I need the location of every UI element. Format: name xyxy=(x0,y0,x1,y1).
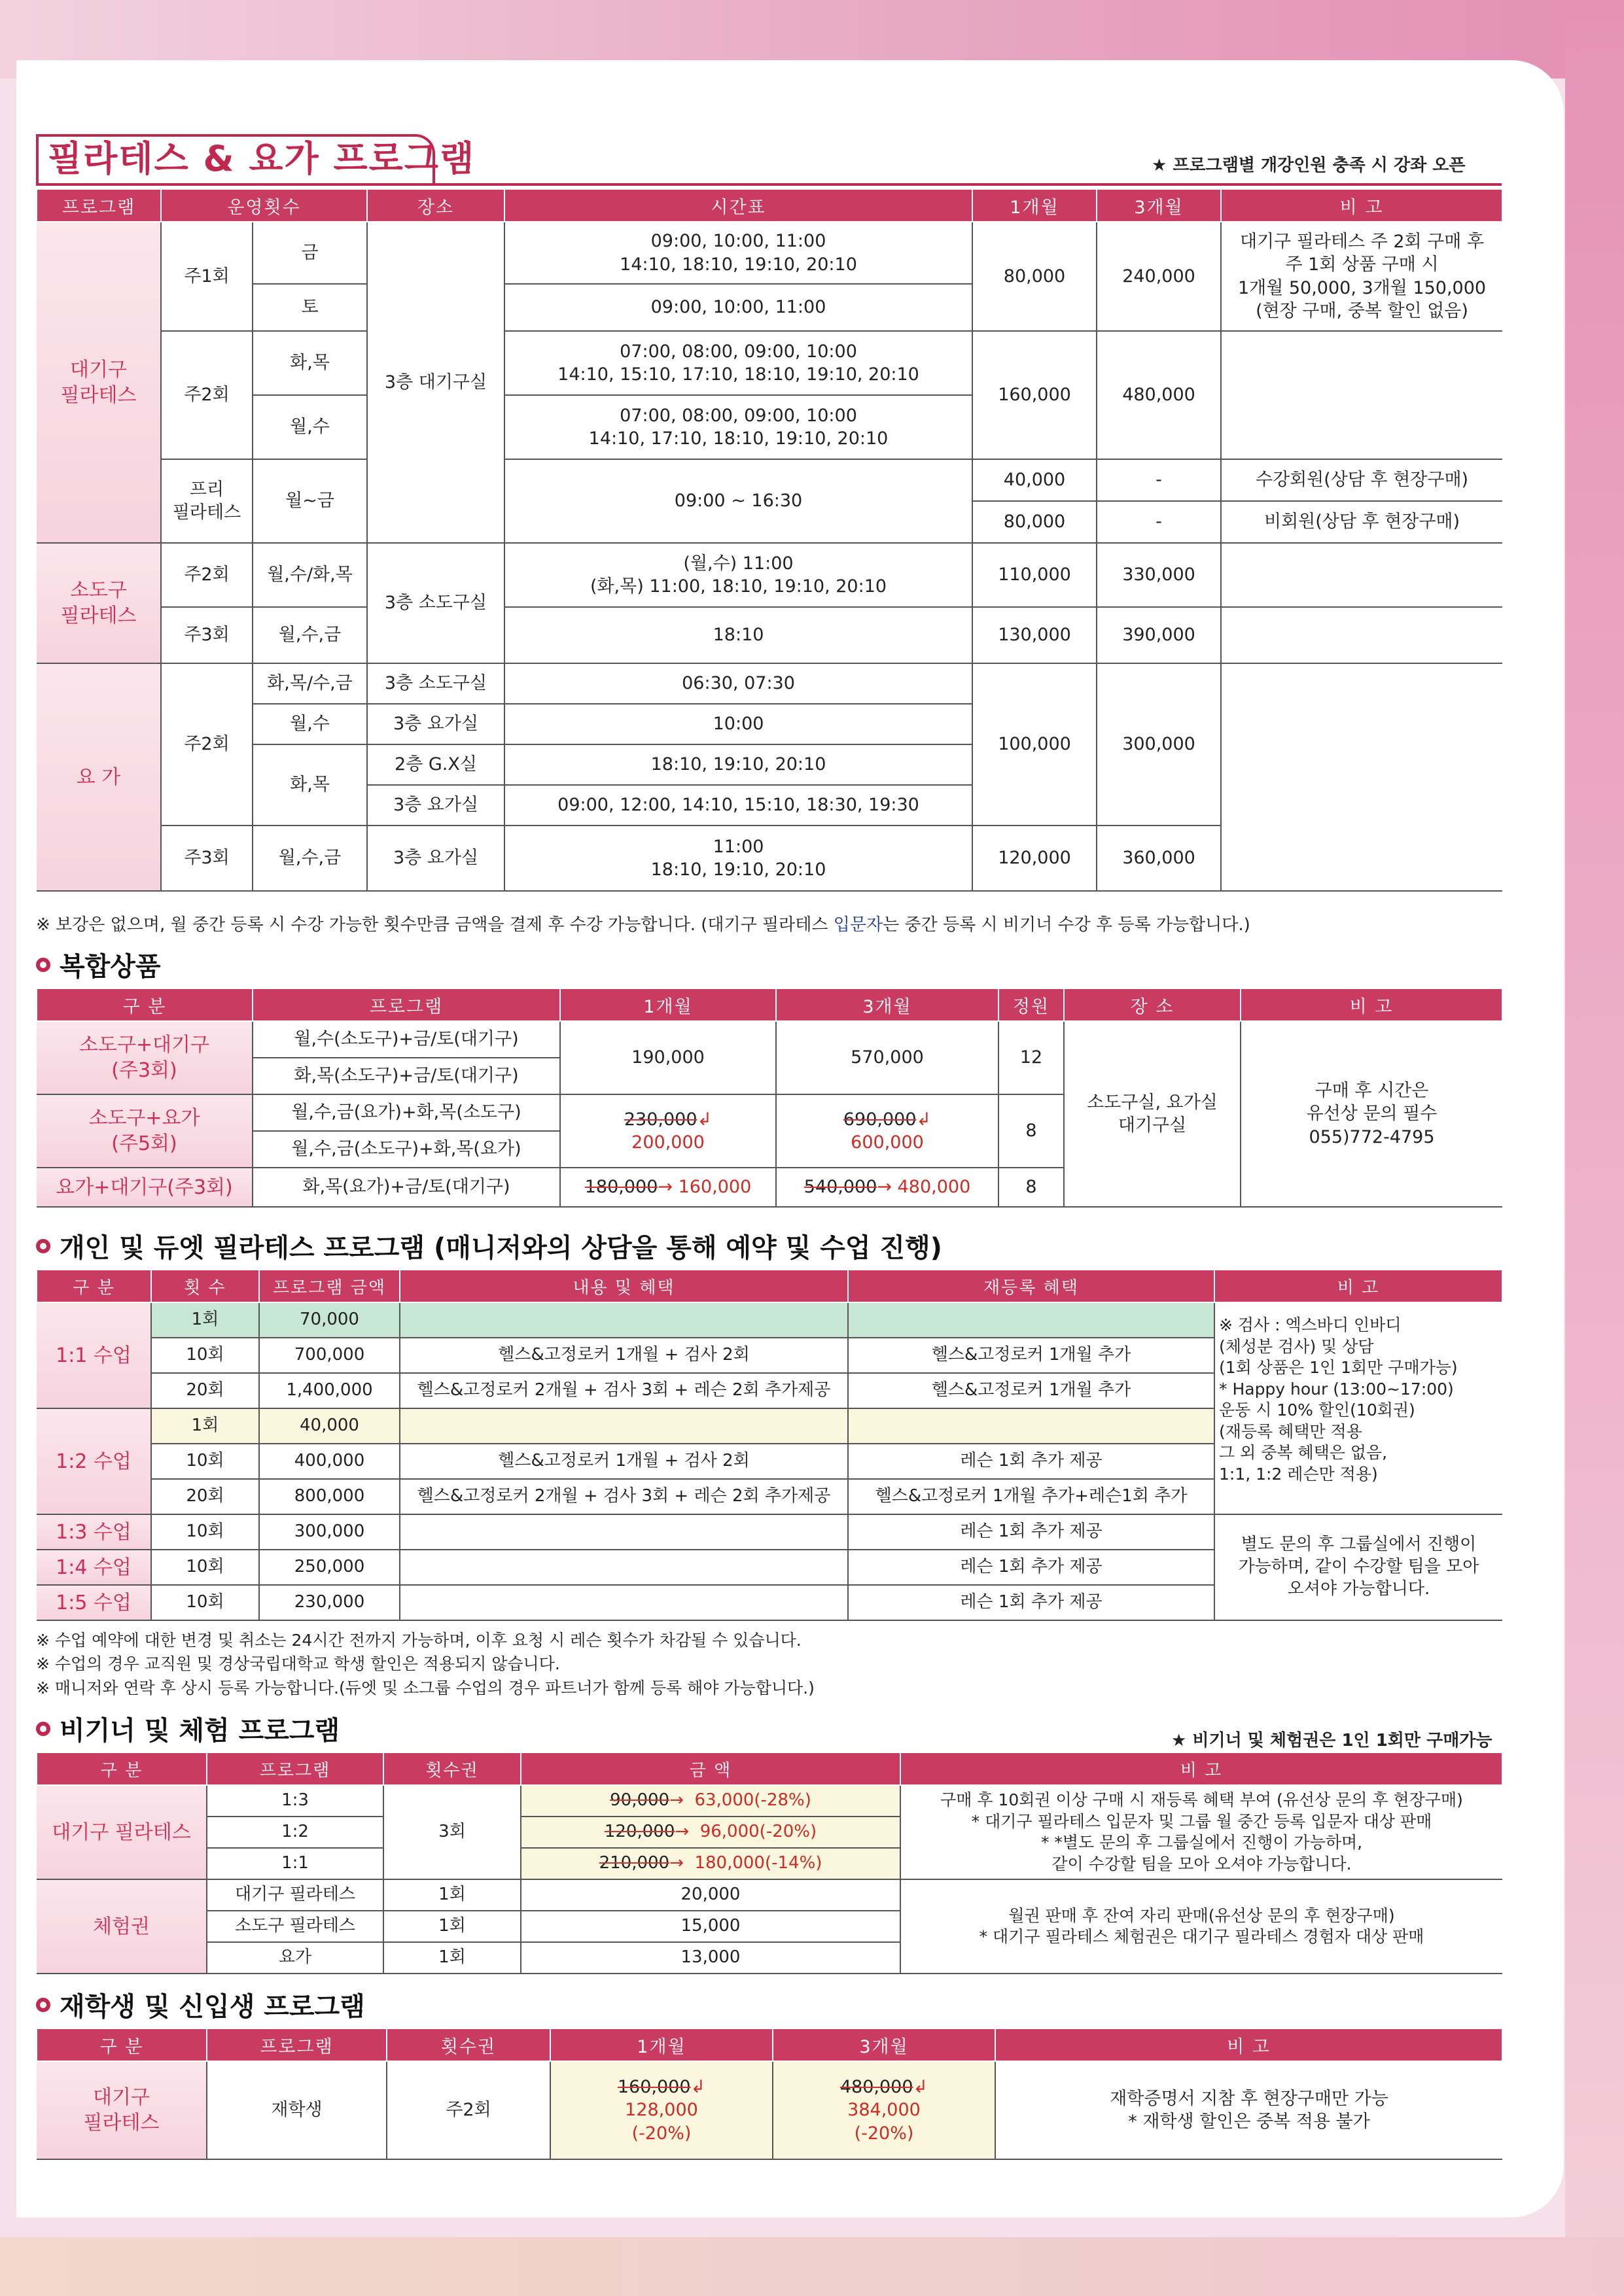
private-price: 400,000 xyxy=(259,1444,400,1479)
new-price: 128,000 xyxy=(625,2100,698,2121)
trial-count: 1회 xyxy=(383,1911,521,1942)
schedule-fri: 09:00, 10:00, 11:00 14:10, 18:10, 19:10, 20:10 xyxy=(504,222,972,284)
private-benefit: 헬스&고정로커 2개월 + 검사 3회 + 레슨 2회 추가제공 xyxy=(400,1373,848,1408)
price-free-member-3m: - xyxy=(1097,459,1221,501)
freq-yoga-w2: 주2회 xyxy=(161,663,253,826)
combo-cap-1: 12 xyxy=(998,1021,1064,1094)
note-free-nonmember: 비회원(상담 후 현장구매) xyxy=(1221,501,1502,543)
days-yoga-r1: 화,목/수,금 xyxy=(253,663,367,704)
price-yoga-w3-3m: 360,000 xyxy=(1097,826,1221,891)
old-price: 480,000 xyxy=(839,2077,913,2098)
private-rereg: 레슨 1회 추가 제공 xyxy=(848,1444,1214,1479)
trial-prog: 소도구 필라테스 xyxy=(207,1911,383,1942)
price-sodogu-w3-1m: 130,000 xyxy=(972,607,1097,663)
private-rereg: 헬스&고정로커 1개월 추가 xyxy=(848,1373,1214,1408)
combo-cap-2: 8 xyxy=(998,1094,1064,1168)
freq-yoga-w3: 주3회 xyxy=(161,826,253,891)
combo-table xyxy=(36,988,1502,1208)
col-header-frequency: 운영횟수 xyxy=(161,189,367,222)
stu-price-3m xyxy=(773,2061,995,2159)
combo-note: 구매 후 시간은 유선상 문의 필수 055)772-4795 xyxy=(1241,1021,1502,1207)
arrow-icon: → xyxy=(669,1853,684,1873)
beg-price xyxy=(521,1817,900,1848)
section-combo-heading xyxy=(36,946,161,983)
old-price: 210,000 xyxy=(599,1853,670,1873)
note-free-member: 수강회원(상담 후 현장구매) xyxy=(1221,459,1502,501)
combo-prog-1b: 화,목(소도구)+금/토(대기구) xyxy=(253,1058,560,1094)
beg-h-category: 구 분 xyxy=(37,1752,207,1785)
private-note-line: ※ 수업 예약에 대한 변경 및 취소는 24시간 전까지 가능하며, 이후 요청 시 레슨 횟수가 차감될 수 있습니다. xyxy=(36,1631,802,1650)
private-rereg: 헬스&고정로커 1개월 추가+레슨1회 추가 xyxy=(848,1479,1214,1514)
private-h-category: 구 분 xyxy=(37,1270,151,1302)
private-h-count: 횟 수 xyxy=(151,1270,259,1302)
private-h-benefit: 내용 및 혜택 xyxy=(400,1270,848,1302)
category-sodogu: 소도구 필라테스 xyxy=(37,543,161,663)
combo-h-3month: 3개월 xyxy=(776,988,998,1021)
private-benefit: 헬스&고정로커 2개월 + 검사 3회 + 레슨 2회 추가제공 xyxy=(400,1479,848,1514)
price-free-nonmember-3m: - xyxy=(1097,501,1221,543)
private-notes xyxy=(36,1629,815,1700)
stu-h-count: 횟수권 xyxy=(387,2028,550,2061)
stu-price-1m xyxy=(550,2061,773,2159)
schedule-free: 09:00 ~ 16:30 xyxy=(504,459,972,543)
title-tab-frame xyxy=(36,134,435,185)
price-w2-3m: 480,000 xyxy=(1097,331,1221,459)
beg-prog: 1:3 xyxy=(207,1785,383,1817)
private-count: 10회 xyxy=(151,1550,259,1585)
private-note-line: ※ 매니저와 연락 후 상시 등록 가능합니다.(듀엣 및 소그룹 수업의 경우 파트너가 함께 등록 해야 가능합니다.) xyxy=(36,1678,815,1697)
combo-cat-1: 소도구+대기구 (주3회) xyxy=(37,1021,253,1094)
schedule-tuethu: 07:00, 08:00, 09:00, 10:00 14:10, 15:10, 17:10, 18:10, 19:10, 20:10 xyxy=(504,331,972,395)
private-rereg xyxy=(848,1408,1214,1444)
note-w1: 대기구 필라테스 주 2회 구매 후 주 1회 상품 구매 시 1개월 50,000, 3개월 150,000 (현장 구매, 중복 할인 없음) xyxy=(1221,222,1502,331)
trial-prog: 대기구 필라테스 xyxy=(207,1879,383,1911)
combo-prog-1a: 월,수(소도구)+금/토(대기구) xyxy=(253,1021,560,1058)
beg-prog: 1:2 xyxy=(207,1817,383,1848)
page-title-block xyxy=(36,134,475,185)
price-yoga-w2-3m: 300,000 xyxy=(1097,663,1221,826)
section-combo-title: 복합상품 xyxy=(60,952,161,982)
combo-prog-3: 화,목(요가)+금/토(대기구) xyxy=(253,1168,560,1207)
private-rereg: 레슨 1회 추가 제공 xyxy=(848,1514,1214,1550)
col-header-1month: 1개월 xyxy=(972,189,1097,222)
beg-price xyxy=(521,1785,900,1817)
arrow-icon: ↲ xyxy=(916,1109,932,1130)
private-note-2: 별도 문의 후 그룹실에서 진행이 가능하며, 같이 수강할 팀을 모아 오셔야 가능합니다. xyxy=(1214,1514,1502,1620)
private-price: 800,000 xyxy=(259,1479,400,1514)
new-price: 96,000(-20%) xyxy=(699,1822,817,1842)
beg-price xyxy=(521,1848,900,1879)
private-table xyxy=(36,1269,1502,1621)
price-free-member-1m: 40,000 xyxy=(972,459,1097,501)
private-count: 10회 xyxy=(151,1585,259,1620)
place-daegigu: 3층 대기구실 xyxy=(367,222,504,543)
schedule-yoga-w3: 11:00 18:10, 19:10, 20:10 xyxy=(504,826,972,891)
combo-price-1-3m: 570,000 xyxy=(776,1021,998,1094)
schedule-monwed: 07:00, 08:00, 09:00, 10:00 14:10, 17:10, 18:10, 19:10, 20:10 xyxy=(504,395,972,459)
private-count: 20회 xyxy=(151,1373,259,1408)
beginner-table xyxy=(36,1752,1502,1974)
section-beginner-title: 비기너 및 체험 프로그램 xyxy=(60,1716,340,1746)
combo-h-place: 장 소 xyxy=(1064,988,1241,1021)
arrow-icon: → xyxy=(658,1177,673,1198)
section-private-heading xyxy=(36,1227,942,1264)
combo-h-category: 구 분 xyxy=(37,988,253,1021)
private-price: 250,000 xyxy=(259,1550,400,1585)
col-header-note: 비 고 xyxy=(1221,189,1502,222)
note-yoga xyxy=(1221,663,1502,891)
private-cat-1to2: 1:2 수업 xyxy=(37,1408,151,1514)
title-note: ★ 프로그램별 개강인원 충족 시 강좌 오픈 xyxy=(1152,156,1466,175)
beginner-star-note: ★ 비기너 및 체험권은 1인 1회만 구매가능 xyxy=(1171,1731,1492,1750)
place-yoga-r4: 3층 요가실 xyxy=(367,785,504,826)
footnote-part-c: 는 중간 등록 시 비기너 수강 후 등록 가능합니다.) xyxy=(883,915,1250,935)
arrow-icon: → xyxy=(669,1790,684,1811)
combo-cat-2: 소도구+요가 (주5회) xyxy=(37,1094,253,1168)
col-header-3month: 3개월 xyxy=(1097,189,1221,222)
private-count: 10회 xyxy=(151,1514,259,1550)
place-yoga-r2: 3층 요가실 xyxy=(367,704,504,744)
trial-prog: 요가 xyxy=(207,1942,383,1974)
new-price: 384,000 xyxy=(847,2100,921,2121)
old-price: 160,000 xyxy=(617,2077,691,2098)
note-sodogu-w3 xyxy=(1221,607,1502,663)
price-free-nonmember-1m: 80,000 xyxy=(972,501,1097,543)
stu-cat: 대기구 필라테스 xyxy=(37,2061,207,2159)
price-w2-1m: 160,000 xyxy=(972,331,1097,459)
old-price: 90,000 xyxy=(610,1790,670,1811)
discount-pct: (-20%) xyxy=(631,2123,692,2144)
combo-h-1month: 1개월 xyxy=(560,988,776,1021)
freq-sodogu-w3: 주3회 xyxy=(161,607,253,663)
days-sodogu-w2: 월,수/화,목 xyxy=(253,543,367,607)
pilates-yoga-table xyxy=(36,188,1502,892)
price-w1-3m: 240,000 xyxy=(1097,222,1221,331)
price-yoga-w2-1m: 100,000 xyxy=(972,663,1097,826)
student-table xyxy=(36,2028,1502,2160)
combo-h-program: 프로그램 xyxy=(253,988,560,1021)
price-w1-1m: 80,000 xyxy=(972,222,1097,331)
trial-price: 13,000 xyxy=(521,1942,900,1974)
private-note-1: ※ 검사 : 엑스바디 인바디 (체성분 검사) 및 상담 (1회 상품은 1인 1회만 구매가능) * Happy hour (13:00~17:00) 운동 시 10% 할인(10회권) (재등록 혜택만 적용 그 외 중복 혜택은 없음, 1:1, 1:2 레슨만 적용) xyxy=(1214,1302,1502,1514)
section-student-title: 재학생 및 신입생 프로그램 xyxy=(60,1992,365,2022)
arrow-icon: → xyxy=(675,1822,690,1842)
place-yoga-r1: 3층 소도구실 xyxy=(367,663,504,704)
trial-count: 1회 xyxy=(383,1942,521,1974)
private-price: 700,000 xyxy=(259,1338,400,1373)
private-benefit xyxy=(400,1550,848,1585)
stu-note: 재학증명서 지참 후 현장구매만 가능 * 재학생 할인은 중복 적용 불가 xyxy=(995,2061,1502,2159)
new-price: 63,000(-28%) xyxy=(694,1790,811,1811)
place-yoga-r3: 2층 G.X실 xyxy=(367,744,504,785)
freq-w2: 주2회 xyxy=(161,331,253,459)
footnote-part-a: ※ 보강은 없으며, 월 중간 등록 시 수강 가능한 횟수만큼 금액을 결제 후 수강 가능합니다. (대기구 필라테스 xyxy=(36,915,834,935)
private-rereg xyxy=(848,1302,1214,1338)
trial-price: 20,000 xyxy=(521,1879,900,1911)
beg-h-note: 비 고 xyxy=(900,1752,1502,1785)
price-sodogu-w2-1m: 110,000 xyxy=(972,543,1097,607)
private-price: 70,000 xyxy=(259,1302,400,1338)
private-rereg: 레슨 1회 추가 제공 xyxy=(848,1550,1214,1585)
private-benefit xyxy=(400,1302,848,1338)
bullet-icon xyxy=(36,1722,50,1736)
category-daegigu: 대기구 필라테스 xyxy=(37,222,161,543)
stu-h-3month: 3개월 xyxy=(773,2028,995,2061)
price-sodogu-w2-3m: 330,000 xyxy=(1097,543,1221,607)
beg-count: 3회 xyxy=(383,1785,521,1879)
day-monfri: 월~금 xyxy=(253,459,367,543)
discount-pct: (-20%) xyxy=(854,2123,914,2144)
price-yoga-w3-1m: 120,000 xyxy=(972,826,1097,891)
stu-h-1month: 1개월 xyxy=(550,2028,773,2061)
section-student-heading xyxy=(36,1986,365,2023)
combo-h-capacity: 정원 xyxy=(998,988,1064,1021)
private-h-price: 프로그램 금액 xyxy=(259,1270,400,1302)
combo-price-3-1m xyxy=(560,1168,776,1207)
private-h-note: 비 고 xyxy=(1214,1270,1502,1302)
schedule-yoga-r4: 09:00, 12:00, 14:10, 15:10, 18:30, 19:30 xyxy=(504,785,972,826)
beg-h-price: 금 액 xyxy=(521,1752,900,1785)
private-benefit xyxy=(400,1408,848,1444)
page-title: 필라테스 & 요가 프로그램 xyxy=(48,138,476,179)
old-price: 230,000 xyxy=(624,1109,697,1130)
freq-w1: 주1회 xyxy=(161,222,253,331)
days-yoga-r34: 화,목 xyxy=(253,744,367,826)
private-cat-1to1: 1:1 수업 xyxy=(37,1302,151,1408)
private-benefit: 헬스&고정로커 1개월 + 검사 2회 xyxy=(400,1444,848,1479)
note-w2-empty xyxy=(1221,331,1502,459)
stu-h-program: 프로그램 xyxy=(207,2028,387,2061)
private-cat-1to5: 1:5 수업 xyxy=(37,1585,151,1620)
combo-price-2-1m xyxy=(560,1094,776,1168)
arrow-icon: ↲ xyxy=(913,2077,928,2098)
col-header-program: 프로그램 xyxy=(37,189,161,222)
place-yoga-w3: 3층 요가실 xyxy=(367,826,504,891)
stu-count: 주2회 xyxy=(387,2061,550,2159)
private-benefit xyxy=(400,1585,848,1620)
private-rereg: 헬스&고정로커 1개월 추가 xyxy=(848,1338,1214,1373)
price-sodogu-w3-3m: 390,000 xyxy=(1097,607,1221,663)
combo-h-note: 비 고 xyxy=(1241,988,1502,1021)
beg-prog: 1:1 xyxy=(207,1848,383,1879)
days-yoga-r2: 월,수 xyxy=(253,704,367,744)
beg-cat-trial: 체험권 xyxy=(37,1879,207,1974)
bullet-icon xyxy=(36,1998,50,2012)
private-cat-1to3: 1:3 수업 xyxy=(37,1514,151,1550)
private-price: 1,400,000 xyxy=(259,1373,400,1408)
schedule-yoga-r2: 10:00 xyxy=(504,704,972,744)
schedule-yoga-r3: 18:10, 19:10, 20:10 xyxy=(504,744,972,785)
old-price: 540,000 xyxy=(803,1177,877,1198)
private-count: 1회 xyxy=(151,1408,259,1444)
beg-h-count: 횟수권 xyxy=(383,1752,521,1785)
beg-note-1: 구매 후 10회권 이상 구매 시 재등록 혜택 부여 (유선상 문의 후 현장구매) * 대기구 필라테스 입문자 및 그룹 월 중간 등록 입문자 대상 판매 * *별도 문의 후 그룹실에서 진행이 가능하며, 같이 수강할 팀을 모아 오셔야 가능합니다. xyxy=(900,1785,1502,1879)
bullet-icon xyxy=(36,958,50,972)
freq-free-pilates: 프리 필라테스 xyxy=(161,459,253,543)
day-sat: 토 xyxy=(253,284,367,331)
freq-sodogu-w2: 주2회 xyxy=(161,543,253,607)
stu-h-category: 구 분 xyxy=(37,2028,207,2061)
trial-price: 15,000 xyxy=(521,1911,900,1942)
combo-price-1-1m: 190,000 xyxy=(560,1021,776,1094)
private-price: 300,000 xyxy=(259,1514,400,1550)
new-price: 160,000 xyxy=(678,1177,752,1198)
footnote-part-b: 입문자 xyxy=(833,915,883,935)
private-cat-1to4: 1:4 수업 xyxy=(37,1550,151,1585)
private-note-line: ※ 수업의 경우 교직원 및 경상국립대학교 학생 할인은 적용되지 않습니다. xyxy=(36,1654,560,1674)
stu-h-note: 비 고 xyxy=(995,2028,1502,2061)
old-price: 690,000 xyxy=(843,1109,917,1130)
col-header-place: 장소 xyxy=(367,189,504,222)
days-yoga-w3: 월,수,금 xyxy=(253,826,367,891)
private-count: 10회 xyxy=(151,1444,259,1479)
schedule-sodogu-w3: 18:10 xyxy=(504,607,972,663)
table1-footnote xyxy=(36,911,1250,935)
combo-price-3-3m xyxy=(776,1168,998,1207)
arrow-icon: → xyxy=(877,1177,892,1198)
private-rereg: 레슨 1회 추가 제공 xyxy=(848,1585,1214,1620)
col-header-schedule: 시간표 xyxy=(504,189,972,222)
private-benefit: 헬스&고정로커 1개월 + 검사 2회 xyxy=(400,1338,848,1373)
day-fri: 금 xyxy=(253,222,367,284)
section-beginner-heading xyxy=(36,1710,340,1747)
arrow-icon: ↲ xyxy=(697,1109,713,1130)
new-price: 480,000 xyxy=(897,1177,971,1198)
old-price: 120,000 xyxy=(604,1822,675,1842)
beg-cat-daegigu: 대기구 필라테스 xyxy=(37,1785,207,1879)
schedule-yoga-r1: 06:30, 07:30 xyxy=(504,663,972,704)
bullet-icon xyxy=(36,1239,50,1253)
days-sodogu-w3: 월,수,금 xyxy=(253,607,367,663)
private-benefit xyxy=(400,1514,848,1550)
schedule-sodogu-w2: (월,수) 11:00 (화,목) 11:00, 18:10, 19:10, 20:10 xyxy=(504,543,972,607)
title-divider xyxy=(36,183,1502,186)
combo-cat-3: 요가+대기구(주3회) xyxy=(37,1168,253,1207)
combo-price-2-3m xyxy=(776,1094,998,1168)
private-count: 10회 xyxy=(151,1338,259,1373)
combo-place: 소도구실, 요가실 대기구실 xyxy=(1064,1021,1241,1207)
beg-h-program: 프로그램 xyxy=(207,1752,383,1785)
arrow-icon: ↲ xyxy=(690,2077,706,2098)
section-private-title: 개인 및 듀엣 필라테스 프로그램 (매니저와의 상담을 통해 예약 및 수업 진행) xyxy=(60,1233,942,1263)
new-price: 600,000 xyxy=(851,1132,924,1153)
old-price: 180,000 xyxy=(584,1177,658,1198)
private-count: 1회 xyxy=(151,1302,259,1338)
note-sodogu-w2 xyxy=(1221,543,1502,607)
private-count: 20회 xyxy=(151,1479,259,1514)
combo-cap-3: 8 xyxy=(998,1168,1064,1207)
category-yoga: 요 가 xyxy=(37,663,161,891)
beg-note-2: 월권 판매 후 잔여 자리 판매(유선상 문의 후 현장구매) * 대기구 필라테스 체험권은 대기구 필라테스 경험자 대상 판매 xyxy=(900,1879,1502,1974)
schedule-sat: 09:00, 10:00, 11:00 xyxy=(504,284,972,331)
trial-count: 1회 xyxy=(383,1879,521,1911)
day-monwed: 월,수 xyxy=(253,395,367,459)
combo-prog-2a: 월,수,금(요가)+화,목(소도구) xyxy=(253,1094,560,1131)
private-price: 230,000 xyxy=(259,1585,400,1620)
private-h-rereg: 재등록 혜택 xyxy=(848,1270,1214,1302)
day-tuethu: 화,목 xyxy=(253,331,367,395)
stu-prog: 재학생 xyxy=(207,2061,387,2159)
new-price: 180,000(-14%) xyxy=(694,1853,822,1873)
private-price: 40,000 xyxy=(259,1408,400,1444)
combo-prog-2b: 월,수,금(소도구)+화,목(요가) xyxy=(253,1131,560,1168)
place-sodogu: 3층 소도구실 xyxy=(367,543,504,663)
new-price: 200,000 xyxy=(631,1132,705,1153)
